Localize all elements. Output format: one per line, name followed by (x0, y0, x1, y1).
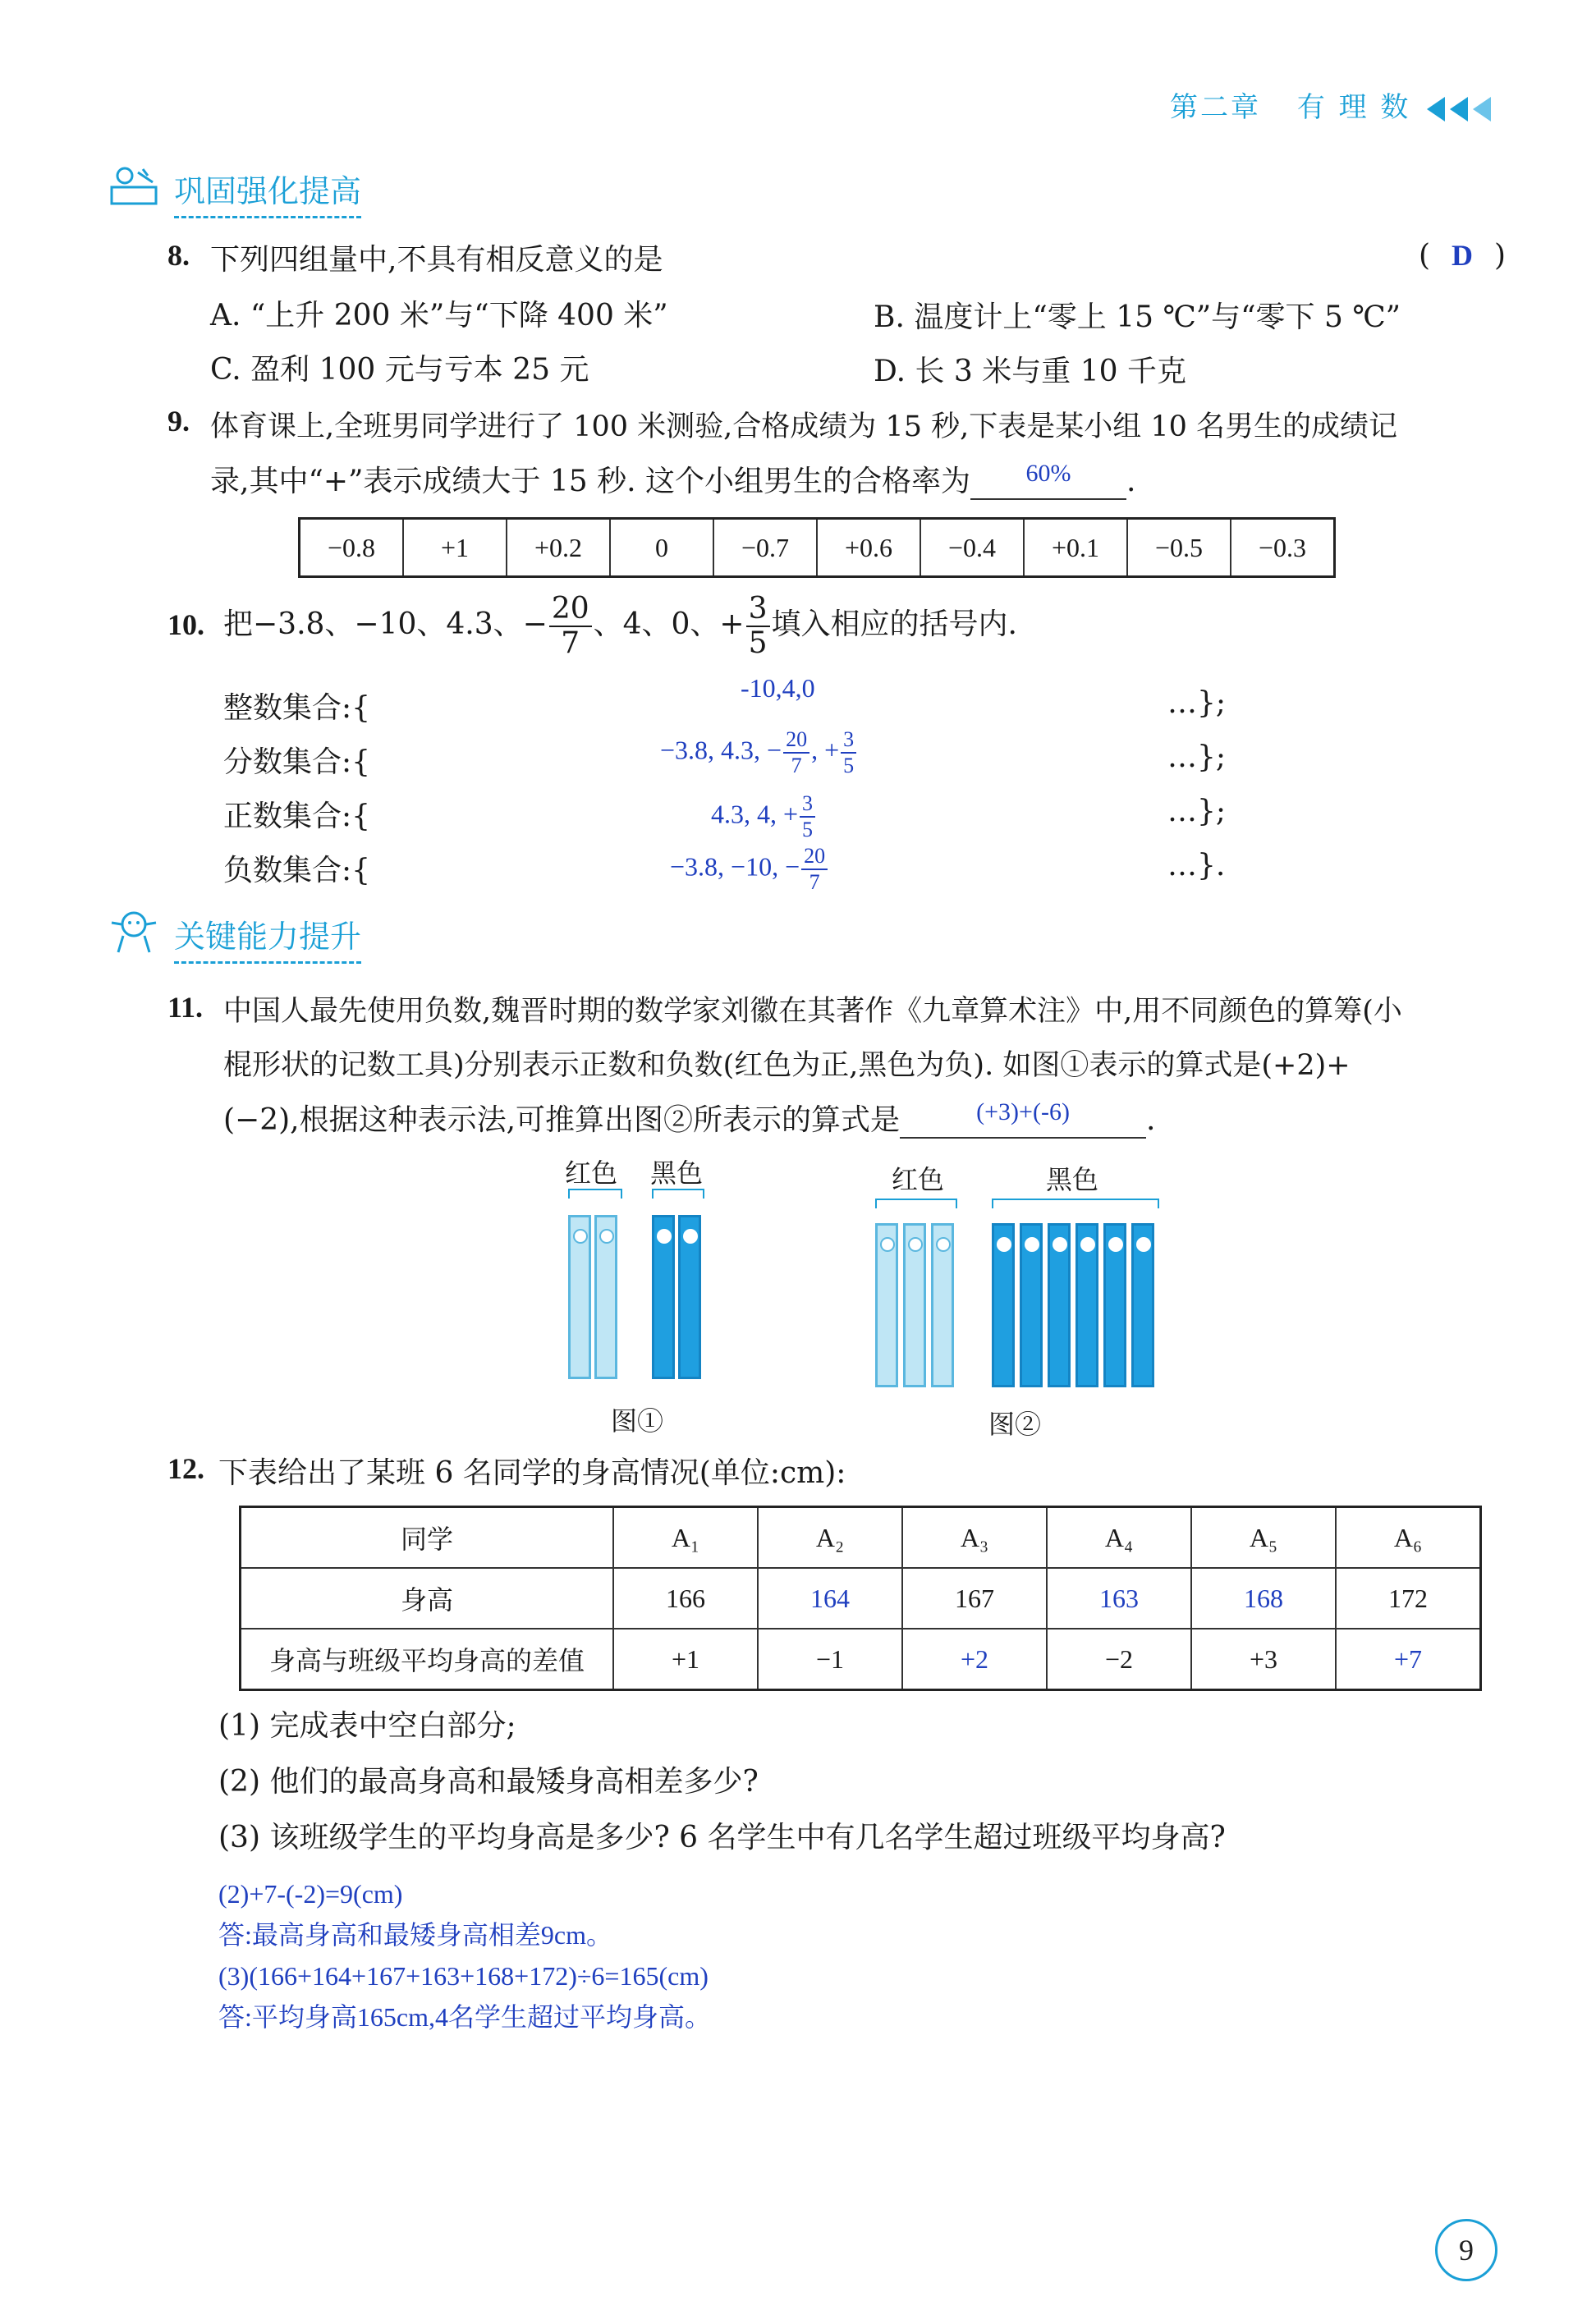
table-cell: −0.3 (1231, 519, 1335, 577)
positive-set-end: …}; (1167, 795, 1227, 828)
chapter-label: 第二章 (1170, 91, 1261, 124)
red-rod (931, 1223, 954, 1387)
fig1-black-label: 黑色 (650, 1157, 704, 1189)
table-cell: 身高 (241, 1568, 614, 1629)
fig1-black-bracket (652, 1189, 704, 1199)
arrow-left-icon (1450, 97, 1468, 121)
table-cell: A₃ (902, 1507, 1047, 1569)
fig1-red-label: 红色 (565, 1157, 618, 1189)
black-rod (1131, 1223, 1154, 1387)
q12-height-table (239, 1506, 1482, 1691)
q11-answer: (+3)+(-6) (976, 1098, 1070, 1125)
worker-icon (105, 164, 163, 210)
table-cell: 172 (1336, 1568, 1481, 1629)
q8-answer-bracket: ( D ) (1419, 239, 1507, 273)
red-rod (594, 1215, 617, 1379)
table-cell-answer: 163 (1047, 1568, 1191, 1629)
table-cell: A₅ (1191, 1507, 1336, 1569)
table-cell: 身高与班级平均身高的差值 (241, 1629, 614, 1690)
section-2-title: 关键能力提升 (174, 911, 361, 964)
table-cell: −0.4 (920, 519, 1024, 577)
table-cell: −2 (1047, 1629, 1191, 1690)
page-number: 9 (1435, 2219, 1497, 2281)
black-rod (1075, 1223, 1098, 1387)
table-row (241, 1629, 1481, 1690)
fig1-caption: 图① (611, 1405, 664, 1437)
q10-number: 10. (167, 608, 204, 641)
table-row (241, 1568, 1481, 1629)
table-cell: −1 (758, 1629, 902, 1690)
q12-answer-block (218, 1873, 711, 2037)
red-rod (568, 1215, 591, 1379)
table-row (241, 1507, 1481, 1569)
black-rod (678, 1215, 701, 1379)
section-1-title: 巩固强化提高 (174, 166, 361, 218)
table-cell: +1 (403, 519, 507, 577)
integer-set-label: 整数集合:{ (223, 691, 371, 725)
chapter-header (1170, 85, 1491, 125)
q9-line-1: 体育课上,全班男同学进行了 100 米测验,合格成绩为 15 秒,下表是某小组 10 名男生的成绩记 (210, 410, 1398, 443)
table-cell: +3 (1191, 1629, 1336, 1690)
table-cell: −0.5 (1127, 519, 1231, 577)
negative-set-label: 负数集合:{ (223, 854, 371, 887)
table-cell: 167 (902, 1568, 1047, 1629)
q8-option-d: D. 长 3 米与重 10 千克 (874, 355, 1186, 388)
table-cell: A₆ (1336, 1507, 1481, 1569)
positive-set-answer: 4.3, 4, + $\frac{3}{5}$ (711, 793, 817, 841)
q12-number: 12. (167, 1452, 204, 1485)
positive-set-label: 正数集合:{ (223, 800, 371, 833)
fig2-black-label: 黑色 (1046, 1164, 1099, 1195)
q11-line-2: 棍形状的记数工具)分别表示正数和负数(红色为正,黑色为负). 如图①表示的算式是(+2)+ (223, 1049, 1351, 1082)
q9-score-table (298, 517, 1336, 578)
integer-set-answer: -10,4,0 (741, 673, 815, 703)
q9-line-2: 录,其中“+”表示成绩大于 15 秒. 这个小组男生的合格率为 $^{60\%}$ . (210, 460, 1136, 498)
table-cell: −0.8 (300, 519, 404, 577)
q8-option-c: C. 盈利 100 元与亏本 25 元 (210, 353, 589, 387)
fig2-black-bracket (992, 1199, 1159, 1208)
q8-stem: 下列四组量中,不具有相反意义的是 (210, 243, 663, 277)
q8-option-b: B. 温度计上“零上 15 ℃”与“零下 5 ℃” (874, 300, 1401, 334)
negative-set-answer: −3.8, −10, − $\frac{20}{7}$ (670, 846, 829, 893)
table-cell: +1 (613, 1629, 758, 1690)
answer-line: (3)(166+164+167+163+168+172)÷6=165(cm) (218, 1961, 709, 1991)
q11-number: 11. (167, 991, 204, 1024)
red-rod (903, 1223, 926, 1387)
black-rod (1103, 1223, 1126, 1387)
table-cell: +0.6 (817, 519, 920, 577)
table-cell: 166 (613, 1568, 758, 1629)
fraction-set-end: …}; (1167, 740, 1227, 774)
fig2-red-label: 红色 (892, 1164, 945, 1195)
table-cell: +0.1 (1024, 519, 1127, 577)
fig2-red-bracket (875, 1199, 957, 1208)
table-cell: +0.2 (507, 519, 610, 577)
table-cell-answer: 164 (758, 1568, 902, 1629)
q12-sub-1: (1) 完成表中空白部分; (218, 1709, 516, 1743)
negative-set-end: …}. (1167, 849, 1226, 882)
table-cell: A₁ (613, 1507, 758, 1569)
q9-number: 9. (167, 405, 190, 438)
q12-sub-2: (2) 他们的最高身高和最矮身高相差多少? (218, 1765, 759, 1799)
q10-stem: 把−3.8、−10、4.3、− $\frac{20}{7}$ 、4、0、+ $\frac{3}{5}$ 填入相应的括号内. (223, 592, 1017, 660)
q8-answer: D (1452, 239, 1474, 272)
q8-number: 8. (167, 239, 190, 272)
q11-line-3: (−2),根据这种表示法,可推算出图②所表示的算式是 $^{(+3)+(-6)}$ . (223, 1098, 1156, 1137)
answer-line: (2)+7-(-2)=9(cm) (218, 1879, 403, 1909)
black-rod (652, 1215, 675, 1379)
fraction-set-label: 分数集合:{ (223, 745, 371, 779)
q12-stem: 下表给出了某班 6 名同学的身高情况(单位:cm): (218, 1456, 846, 1490)
integer-set-end: …}; (1167, 686, 1227, 720)
table-cell-answer: +7 (1336, 1629, 1481, 1690)
fig1-red-bracket (568, 1189, 622, 1199)
q11-line-1: 中国人最先使用负数,魏晋时期的数学家刘徽在其著作《九章算术注》中,用不同颜色的算筹(小 (223, 995, 1402, 1028)
fraction-set-answer: −3.8, 4.3, − $\frac{20}{7}$ , + $\frac{3}{5}$ (660, 729, 858, 777)
table-cell: A₂ (758, 1507, 902, 1569)
answer-line: 答:最高身高和最矮身高相差9cm。 (218, 1920, 612, 1950)
black-rod (1020, 1223, 1043, 1387)
topic-label: 有 理 数 (1296, 91, 1411, 124)
arrow-left-icon (1473, 97, 1491, 121)
fig2-caption: 图② (988, 1409, 1042, 1440)
q8-option-a: A. “上升 200 米”与“下降 400 米” (210, 299, 668, 332)
table-cell: −0.7 (713, 519, 817, 577)
arrow-left-icon (1427, 97, 1445, 121)
black-rod (1048, 1223, 1071, 1387)
red-rod (875, 1223, 898, 1387)
table-cell: 0 (610, 519, 713, 577)
table-cell: A₄ (1047, 1507, 1191, 1569)
table-cell: 同学 (241, 1507, 614, 1569)
q12-sub-3: (3) 该班级学生的平均身高是多少? 6 名学生中有几名学生超过班级平均身高? (218, 1821, 1226, 1854)
table-cell-answer: +2 (902, 1629, 1047, 1690)
table-cell-answer: 168 (1191, 1568, 1336, 1629)
q9-answer: 60% (1025, 460, 1071, 487)
robot-icon (105, 906, 163, 956)
answer-line: 答:平均身高165cm,4名学生超过平均身高。 (218, 2002, 711, 2032)
black-rod (992, 1223, 1015, 1387)
